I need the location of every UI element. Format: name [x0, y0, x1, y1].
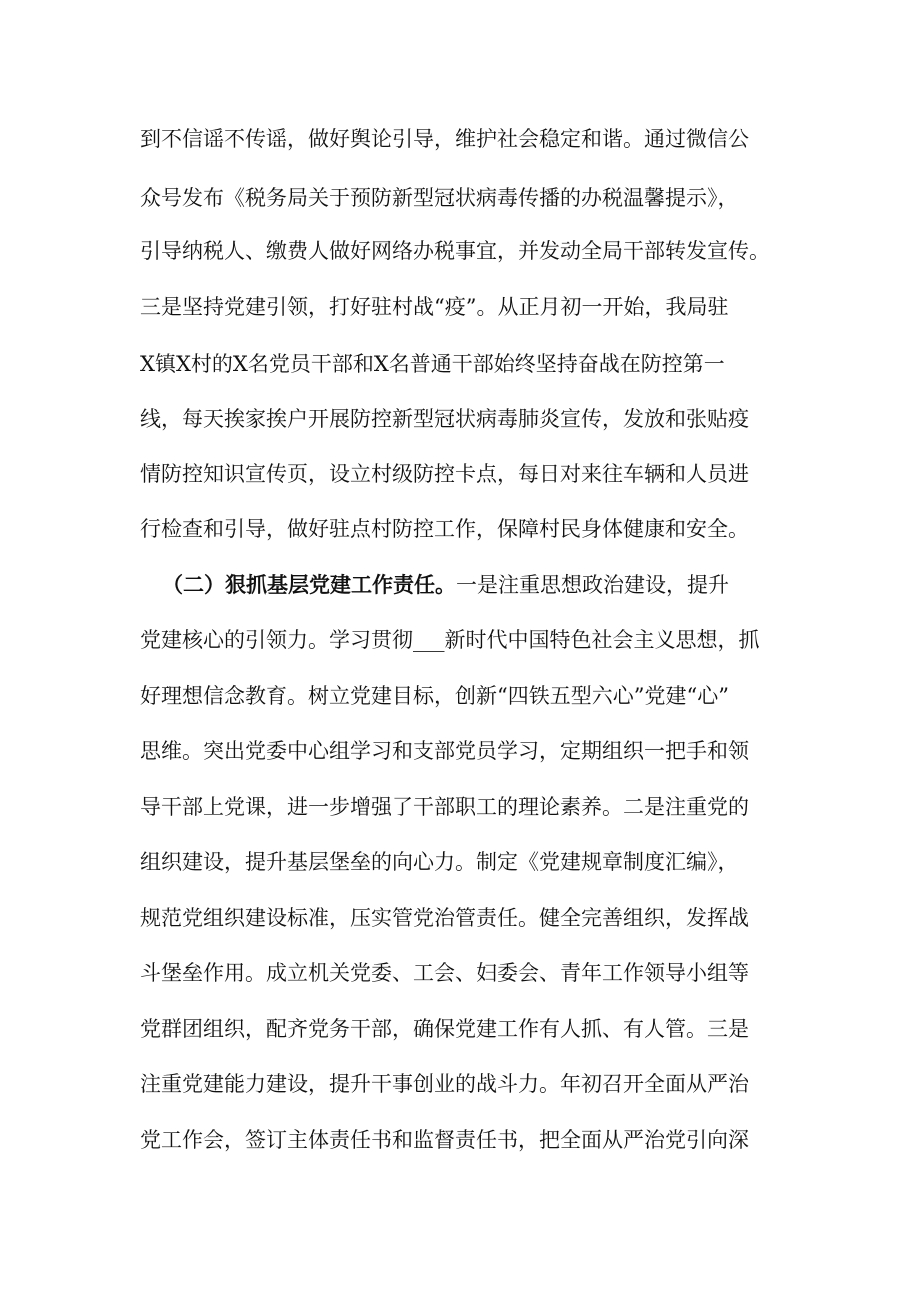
- text-line: 党工作会，签订主体责任书和监督责任书，把全面从严治党引向深: [140, 1128, 749, 1152]
- text-line: 斗堡垒作用。成立机关党委、工会、妇委会、青年工作领导小组等: [140, 961, 749, 985]
- text-line: 规范党组织建设标准，压实管党治管责任。健全完善组织，发挥战: [140, 906, 749, 930]
- section-heading: （二）狠抓基层党建工作责任。: [162, 573, 456, 597]
- text-line: 党群团组织，配齐党务干部，确保党建工作有人抓、有人管。三是: [140, 1017, 749, 1041]
- text-line: 组织建设，提升基层堡垒的向心力。制定《党建规章制度汇编》，: [140, 850, 739, 874]
- text-line: 一是注重思想政治建设，提升: [456, 573, 729, 597]
- text-line: 引导纳税人、缴费人做好网络办税事宜，并发动全局干部转发宣传。: [140, 239, 770, 263]
- text-line: 情防控知识宣传页，设立村级防控卡点，每日对来往车辆和人员进: [140, 462, 749, 486]
- text-line: 众号发布《税务局关于预防新型冠状病毒传播的办税温馨提示》，: [140, 186, 739, 210]
- text-line: 好理想信念教育。树立党建目标，创新“四铁五型六心”党建“心”: [140, 684, 729, 708]
- text-line: X镇X村的X名党员干部和X名普通干部始终坚持奋战在防控第一: [140, 352, 725, 376]
- text-line: 行检查和引导，做好驻点村防控工作，保障村民身体健康和安全。: [140, 517, 749, 541]
- text-line: 线，每天挨家挨户开展防控新型冠状病毒肺炎宣传，发放和张贴疫: [140, 407, 749, 431]
- text-line: 到不信谣不传谣，做好舆论引导，维护社会稳定和谐。通过微信公: [140, 127, 749, 151]
- text-line: 导干部上党课，进一步增强了干部职工的理论素养。二是注重党的: [140, 795, 749, 819]
- text-line: 思维。突出党委中心组学习和支部党员学习，定期组织一把手和领: [140, 739, 749, 763]
- text-line: 三是坚持党建引领，打好驻村战“疫”。从正月初一开始，我局驻: [140, 295, 729, 319]
- text-line: 注重党建能力建设，提升干事创业的战斗力。年初召开全面从严治: [140, 1072, 749, 1096]
- text-line: 党建核心的引领力。学习贯彻___新时代中国特色社会主义思想，抓: [140, 628, 760, 652]
- section-heading-line: [162, 570, 729, 600]
